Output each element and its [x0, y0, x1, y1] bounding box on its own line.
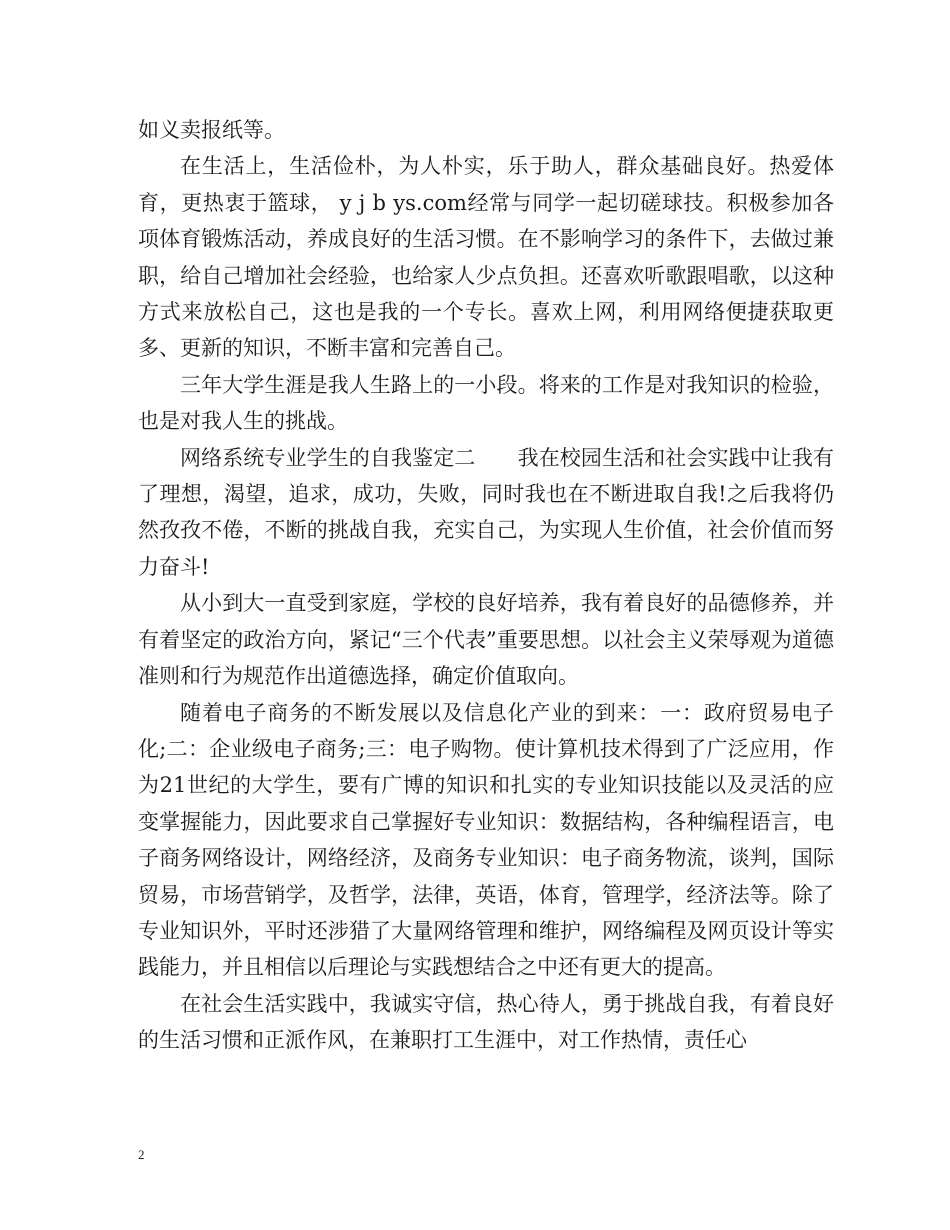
- paragraph-life: 在生活上，生活俭朴，为人朴实，乐于助人，群众基础良好。热爱体育，更热衷于篮球， y j b ys.com经常与同学一起切磋球技。积极参加各项体育锻炼活动，养成良好的生活习惯。在不影响学习的条件下，去做过兼职，给自己增加社会经验，也给家人少点负担。还喜欢听歌跟唱歌，以这种方式来放松自己，这也是我的一个专长。喜欢上网，利用网络便捷获取更多、更新的知识，不断丰富和完善自己。: [138, 154, 834, 361]
- paragraph-self-assessment-two: 网络系统专业学生的自我鉴定二 我在校园生活和社会实践中让我有了理想，渴望，追求，成功，失败，同时我也在不断进取自我!之后我将仍然孜孜不倦，不断的挑战自我，充实自己，为实现人生价值，社会价值而努力奋斗!: [138, 445, 834, 579]
- paragraph-college-years: 三年大学生涯是我人生路上的一小段。将来的工作是对我知识的检验，也是对我人生的挑战。: [138, 372, 834, 434]
- document-body: [138, 112, 834, 1059]
- paragraph-upbringing: 从小到大一直受到家庭，学校的良好培养，我有着良好的品德修养，并有着坚定的政治方向，紧记“三个代表”重要思想。以社会主义荣辱观为道德准则和行为规范作出道德选择，确定价值取向。: [138, 591, 834, 689]
- paragraph-ecommerce: 随着电子商务的不断发展以及信息化产业的到来：一：政府贸易电子化;二：企业级电子商务;三：电子购物。使计算机技术得到了广泛应用，作为21世纪的大学生，要有广博的知识和扎实的专业知识技能以及灵活的应变掌握能力，因此要求自己掌握好专业知识：数据结构，各种编程语言，电子商务网络设计，网络经济，及商务专业知识：电子商务物流，谈判，国际贸易，市场营销学，及哲学，法律，英语，体育，管理学，经济法等。除了专业知识外，平时还涉猎了大量网络管理和维护，网络编程及网页设计等实践能力，并且相信以后理论与实践想结合之中还有更大的提高。: [138, 700, 834, 980]
- paragraph-social-practice: 在社会生活实践中，我诚实守信，热心待人，勇于挑战自我，有着良好的生活习惯和正派作风，在兼职打工生涯中，对工作热情，责任心: [138, 991, 834, 1053]
- paragraph-continuation: 如义卖报纸等。: [138, 118, 285, 142]
- page-number: 2: [138, 1147, 145, 1162]
